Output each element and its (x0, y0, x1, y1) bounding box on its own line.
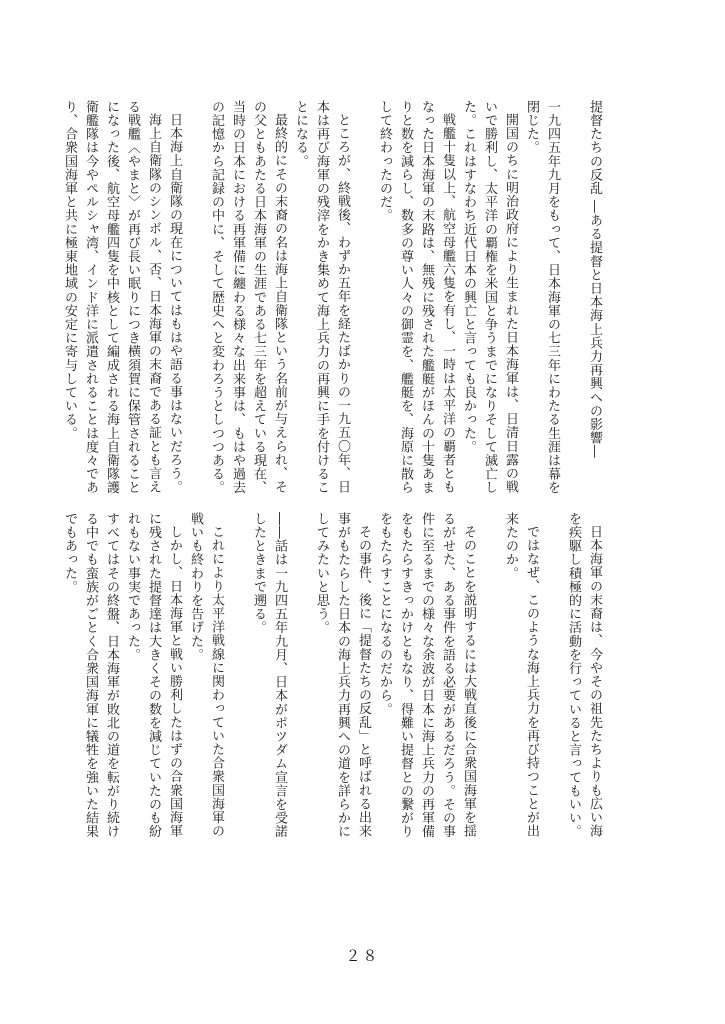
blank-line (185, 100, 206, 500)
blank-line (542, 512, 563, 842)
blank-line (563, 100, 584, 500)
blank-line (353, 100, 374, 500)
paragraph: その事件、後に「提督たちの反乱」と呼ばれる出来事がもたらした日本の海上兵力再興への道を詳らかにしてみたいと思う。 (314, 512, 371, 839)
blank-line (479, 512, 500, 842)
paragraph: 開国のちに明治政府により生まれた日本海軍は、日清日露の戦いで勝利し、太平洋の覇権を米国と争うまでになりそして滅亡した。これはすなわち近代日本の興亡と言っても良かった。 (461, 100, 518, 495)
page-number: ２８ (345, 947, 380, 965)
paragraph: しかし、日本海軍と戦い勝利したはずの合衆国海軍に残された提督達は大きくその数を減じていたのも紛れもない事実であった。 (125, 512, 182, 839)
paragraph: すべてはその終盤、日本海軍が敗北の道を転がり続ける中でも蛮族がごとく合衆国海軍に犠牲を強いた結果でもあった。 (62, 512, 119, 839)
paragraph: 最終的にその末裔の名は海上自衛隊という名前が与えられ、その父ともあたる日本海軍の生涯である七三年を超えている現在、当時の日本における再軍備に纏わる様々な出来事は、もはや過去の記憶から記録の中に、そして歴史へと変わろうとしつつある。 (209, 100, 287, 495)
paragraph: 日本海上自衛隊の現在についてはもはや語る事はないだろう。 (167, 113, 182, 494)
paragraph: ところが、終戦後、わずか五年を経たばかりの一九五〇年、日本は再び海軍の残滓をかき集めて海上兵力の再興に手を付けることになる。 (293, 100, 350, 495)
blank-line (227, 512, 248, 842)
blank-line (290, 512, 311, 842)
text-column-bottom (62, 512, 605, 842)
text-column-top (62, 100, 605, 500)
paragraph: ――話は一九四五年九月、日本がポツダム宣言を受諾したときまで遡る。 (251, 512, 287, 839)
paragraph: 海上自衛隊のシンボル、否、日本海軍の末裔である証とも言える戦艦〈やまと〉が再び長い眠りにつき横須賀に保管されることになった後、航空母艦四隻を中核として編成される海上自衛隊護衛艦隊は今やペルシャ湾、インド洋に派遣されることは度々であり、合衆国海軍と共に極東地域の安定に寄与している。 (62, 100, 161, 495)
document-title: 提督たちの反乱 ―ある提督と日本海上兵力再興への影響― (587, 100, 602, 459)
paragraph: 一九四五年九月をもって、日本海軍の七三年にわたる生涯は幕を閉じた。 (524, 100, 560, 495)
paragraph: 日本海軍の末裔は、今やその祖先たちよりも広い海を疾駆し積極的に活動を行っていると言ってもいい。 (566, 512, 602, 839)
paragraph: 戦艦十隻以上、航空母艦六隻を有し、一時は太平洋の覇者ともなった日本海軍の末路は、無残に残された艦艇がほんの十隻あまりと数を減らし、数多の尊い人々の御霊を、艦艇を、海原に散らして終わったのだ。 (377, 100, 455, 495)
paragraph: そのことを説明するには大戦直後に合衆国海軍を揺るがせた、ある事件を語る必要があるだろう。その事件に至るまでの様々な余波が日本に海上兵力の再軍備をもたらすきっかけともなり、得難い提督との繋がりをもたらすことになるのだから。 (377, 512, 476, 839)
paragraph: これにより太平洋戦線に関わっていた合衆国海軍の戦いも終わりを告げた。 (188, 512, 224, 838)
paragraph: ではなぜ、このような海上兵力を再び持つことが出来たのか。 (503, 512, 539, 838)
